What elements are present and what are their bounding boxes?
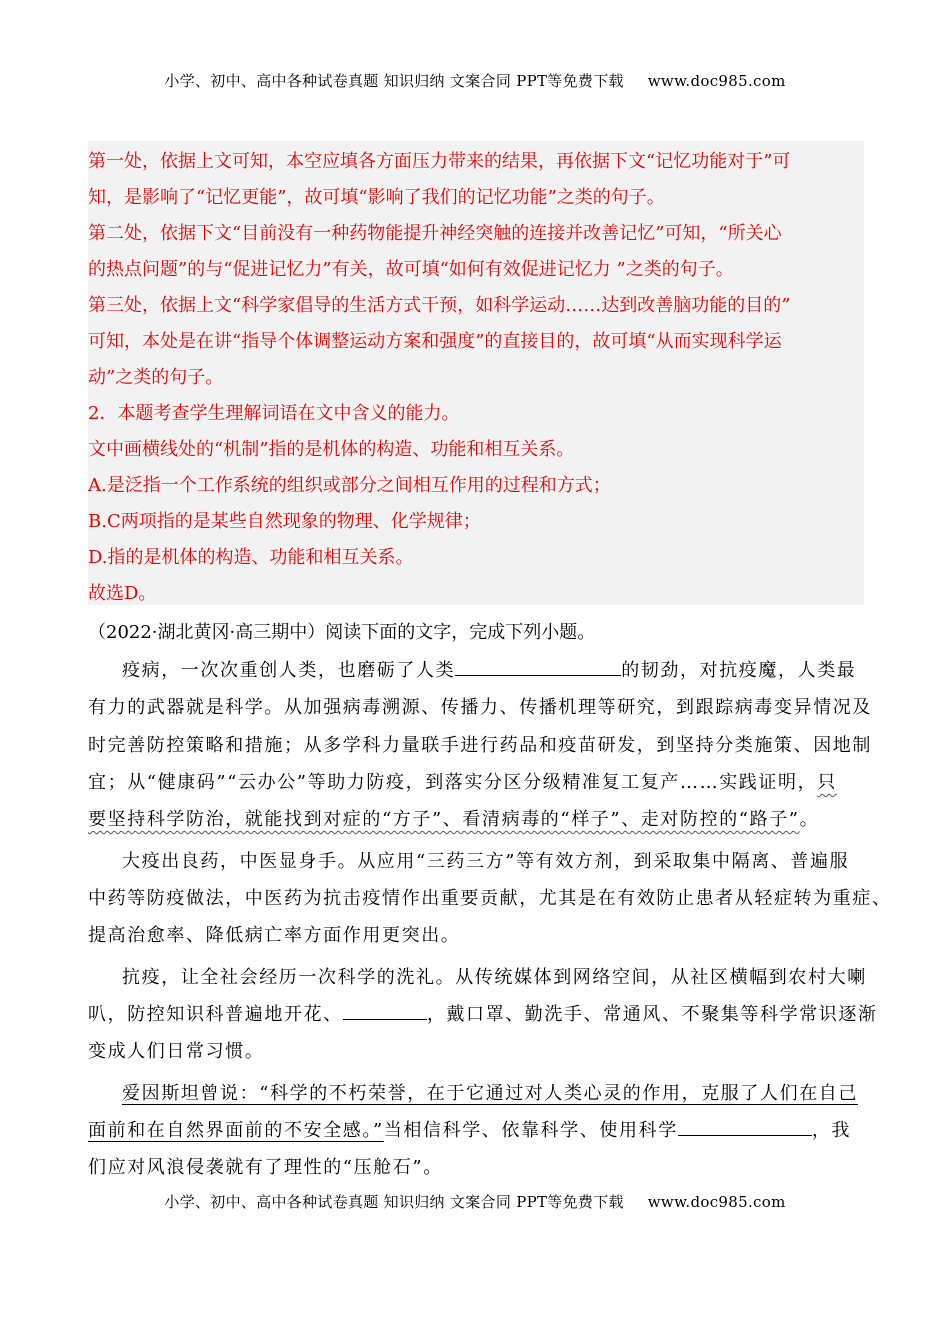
answer-line: B.C两项指的是某些自然现象的物理、化学规律； (88, 511, 481, 532)
passage-text: 。 (799, 809, 820, 830)
passage-line: 提高治愈率、降低病亡率方面作用更突出。 (88, 925, 461, 946)
passage-line: 变成人们日常习惯。 (88, 1041, 265, 1062)
passage-line (122, 1079, 864, 1105)
passage-line: 大疫出良药，中医显身手。从应用“三药三方”等有效方剂，到采取集中隔离、普遍服 (122, 851, 850, 872)
question-source: （2022·湖北黄冈·高三期中）阅读下面的文字，完成下列小题。 (88, 622, 596, 643)
fill-blank-1[interactable] (455, 657, 621, 676)
passage-text: ，我 (811, 1120, 852, 1141)
passage-text: 宜；从“健康码”“云办公”等助力防疫，到落实分区分级精准复工复产……实践证明， (88, 772, 818, 793)
answer-line: 第二处，依据下文“目前没有一种药物能提升神经突触的连接并改善记忆”可知，“所关心 (88, 223, 782, 244)
answer-line: D.指的是机体的构造、功能和相互关系。 (88, 547, 414, 568)
passage-line (122, 656, 864, 682)
answer-explanation-box (88, 141, 864, 605)
answer-line: 第三处，依据上文“科学家倡导的生活方式干预，如科学运动……达到改善脑功能的目的” (88, 295, 791, 316)
passage-line: 们应对风浪侵袭就有了理性的“压舱石”。 (88, 1157, 443, 1178)
passage-text: 的韧劲，对抗疫魔，人类最 (621, 660, 857, 681)
passage-line (88, 768, 864, 794)
passage-line: 抗疫，让全社会经历一次科学的洗礼。从传统媒体到网络空间，从社区横幅到农村大喇 (122, 967, 867, 988)
passage-line: 有力的武器就是科学。从加强病毒溯源、传播力、传播机理等研究，到跟踪病毒变异情况及 (88, 697, 872, 718)
passage-line (88, 805, 864, 831)
passage-text: 叭，防控知识科普遍地开花、 (88, 1004, 343, 1025)
answer-line: 动”之类的句子。 (88, 367, 224, 388)
underlined-text: 爱因斯坦曾说：“科学的不朽荣誉，在于它通过对人类心灵的作用，克服了人们在自己 (122, 1083, 858, 1104)
answer-line: 知，是影响了“记忆更能”，故可填“影响了我们的记忆功能”之类的句子。 (88, 187, 665, 208)
passage-line: 中药等防疫做法，中医药为抗击疫情作出重要贡献，尤其是在有效防止患者从轻症转为重症、 (88, 888, 892, 909)
passage-text: 当相信科学、依靠科学、使用科学 (383, 1120, 678, 1141)
fill-blank-3[interactable] (678, 1117, 812, 1136)
fill-blank-2[interactable] (343, 1001, 427, 1020)
answer-line: 2．本题考查学生理解词语在文中含义的能力。 (88, 403, 460, 424)
answer-line: A.是泛指一个工作系统的组织或部分之间相互作用的过程和方式； (88, 475, 611, 496)
passage-line: 时完善防控策略和措施；从多学科力量联手进行药品和疫苗研发，到坚持分类施策、因地制 (88, 735, 872, 756)
wavy-underlined-text: 只 (817, 772, 837, 793)
footer-text: 小学、初中、高中各种试卷真题 知识归纳 文案合同 PPT等免费下载 (164, 1193, 624, 1211)
answer-line: 文中画横线处的“机制”指的是机体的构造、功能和相互关系。 (88, 439, 575, 460)
answer-line: 可知，本处是在讲“指导个体调整运动方案和强度”的直接目的，故可填“从而实现科学运 (88, 331, 782, 352)
page-footer (0, 1191, 950, 1212)
answer-line: 故选D。 (88, 583, 157, 604)
wavy-underlined-text: 要坚持科学防治，就能找到对症的“方子”、看清病毒的“样子”、走对防控的“路子” (88, 809, 800, 830)
passage-line (88, 1000, 878, 1026)
header-text: 小学、初中、高中各种试卷真题 知识归纳 文案合同 PPT等免费下载 (164, 72, 624, 90)
footer-site: www.doc985.com (647, 1193, 786, 1211)
passage-line (88, 1116, 864, 1142)
underlined-text: 面前和在自然界面前的不安全感。” (88, 1120, 384, 1141)
passage-text: 疫病，一次次重创人类，也磨砺了人类 (122, 660, 456, 681)
page-header (0, 70, 950, 91)
answer-line: 的热点问题”的与“促进记忆力”有关，故可填“如何有效促进记忆力 ”之类的句子。 (88, 259, 734, 280)
passage-text: ，戴口罩、勤洗手、常通风、不聚集等科学常识逐渐 (426, 1004, 878, 1025)
answer-line: 第一处，依据上文可知，本空应填各方面压力带来的结果，再依据下文“记忆功能对于”可 (88, 151, 791, 172)
header-site: www.doc985.com (647, 72, 786, 90)
